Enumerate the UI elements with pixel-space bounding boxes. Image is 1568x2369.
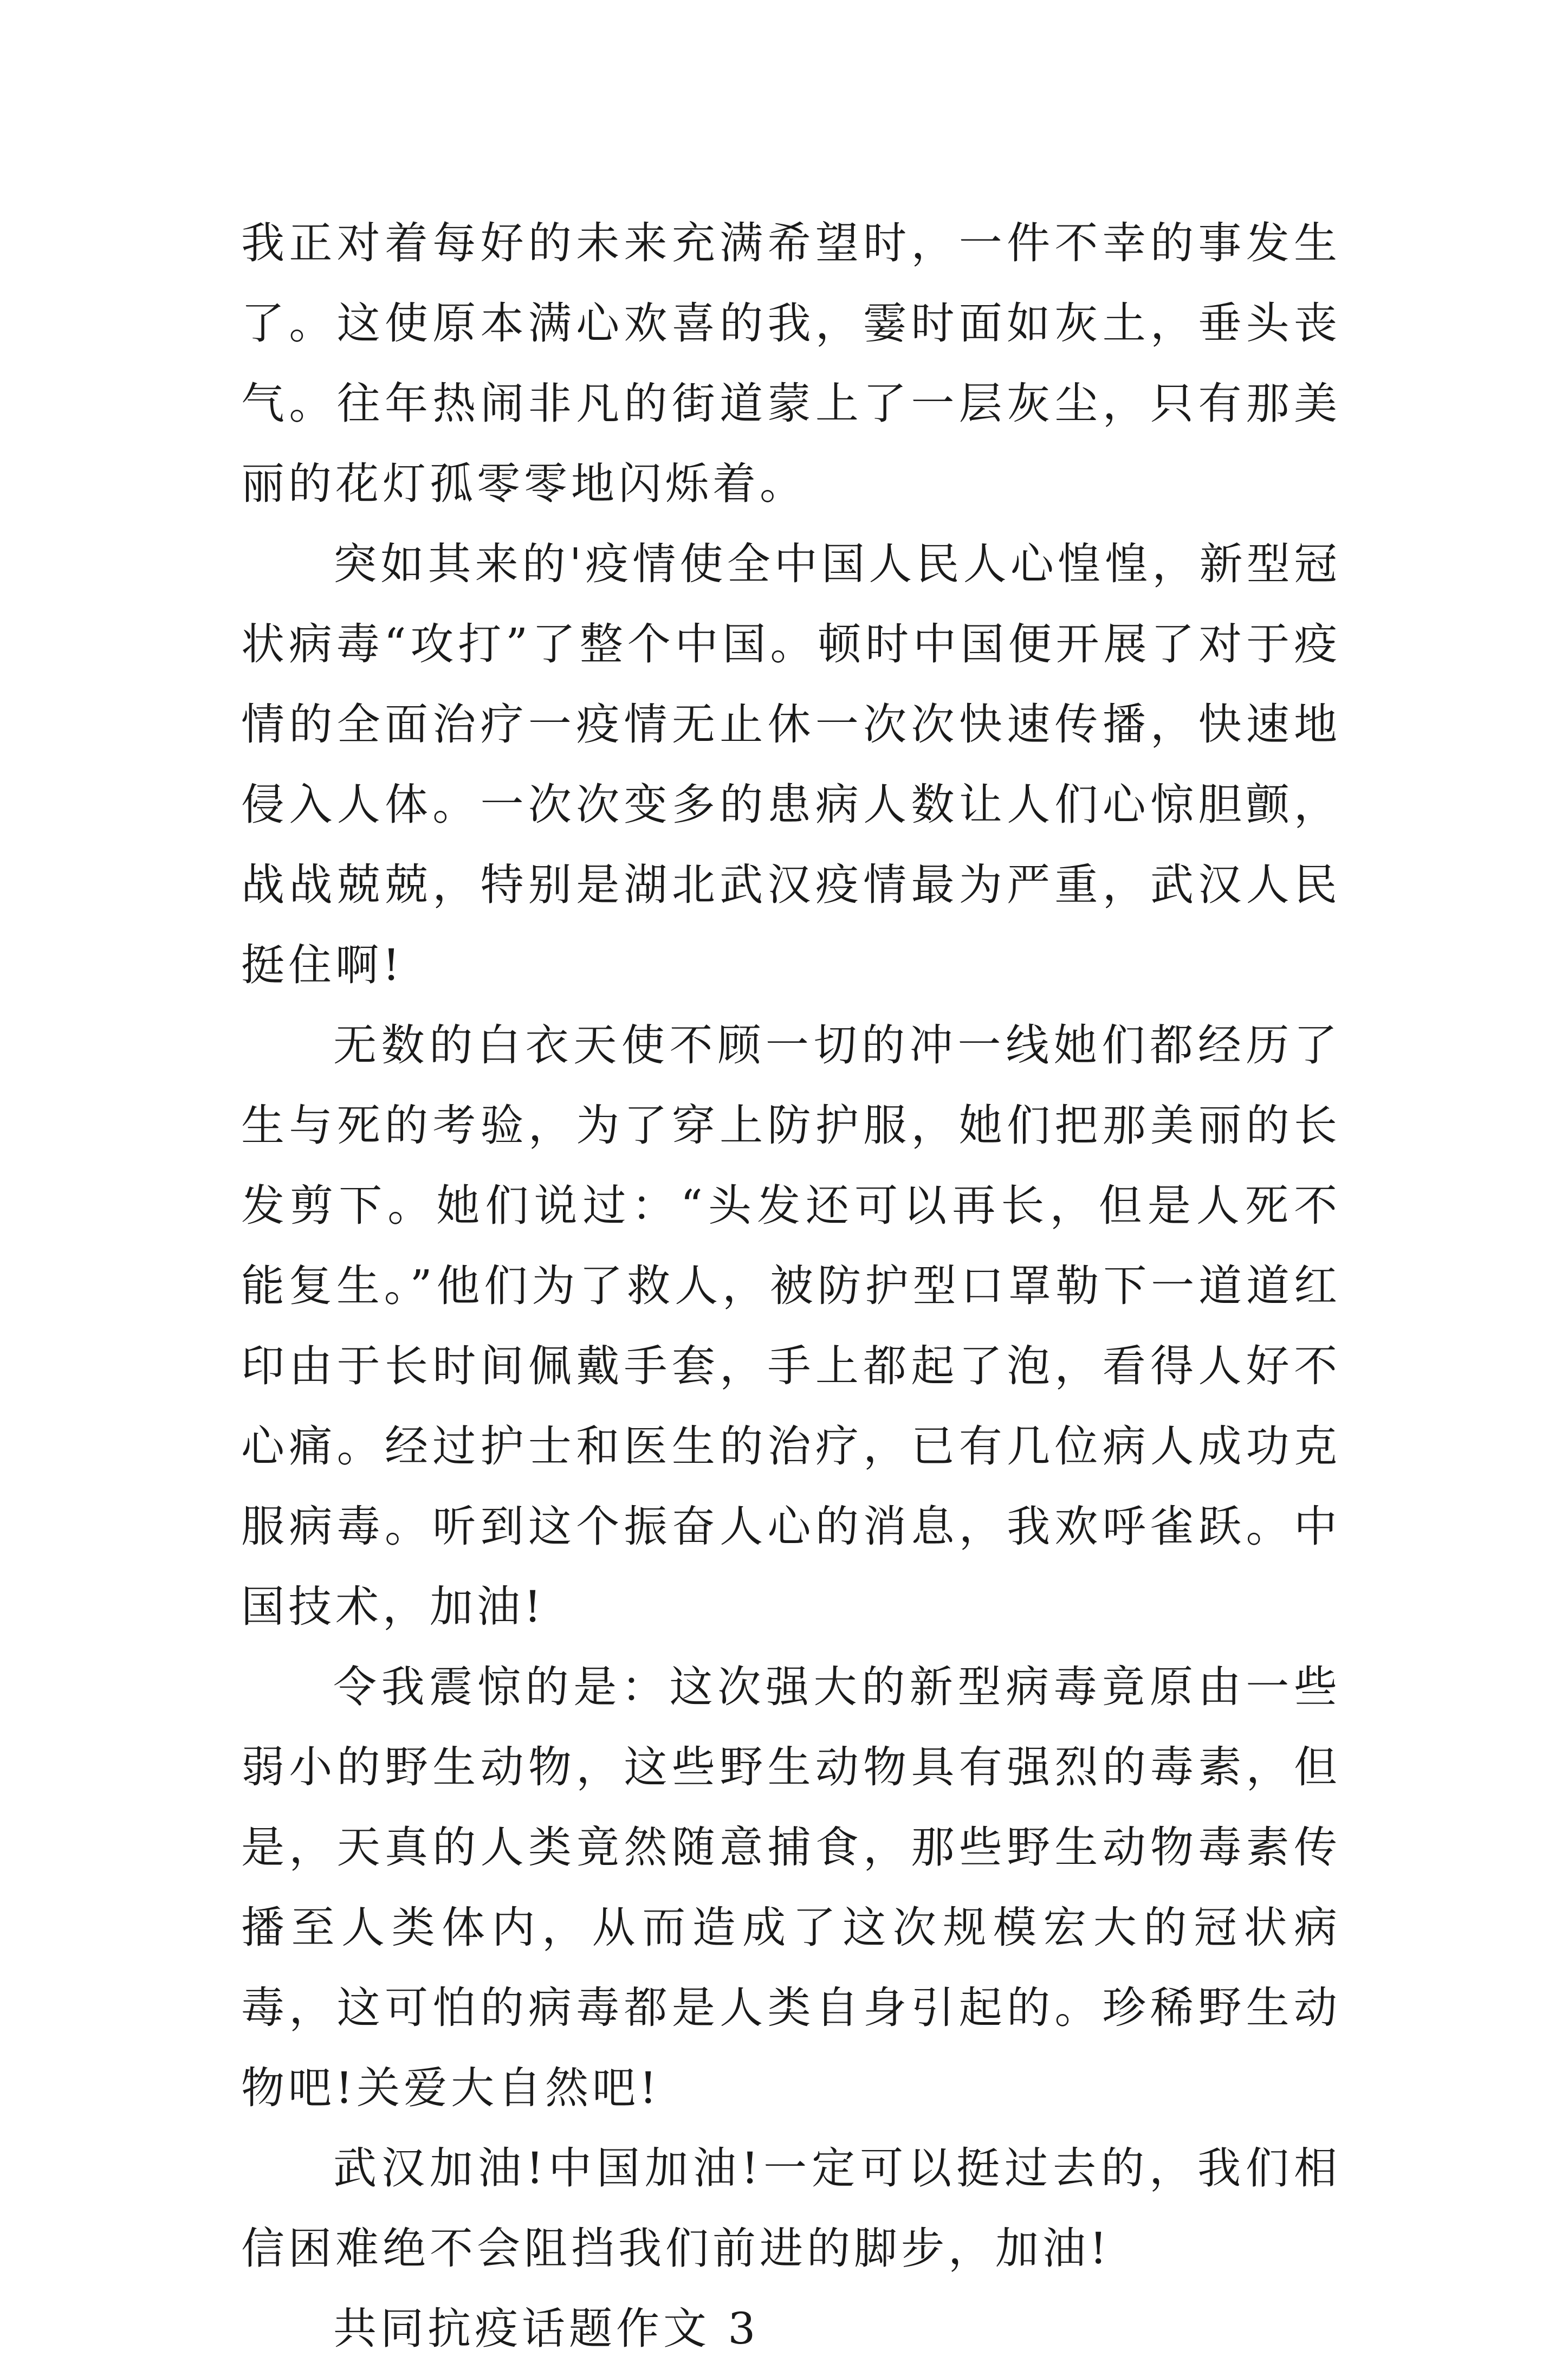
paragraph-4: 令我震惊的是：这次强大的新型病毒竟原由一些弱小的野生动物，这些野生动物具有强烈的毒素，但是，天真的人类竟然随意捕食，那些野生动物毒素传播至人类体内，从而造成了这次规模宏大的冠状病毒，这可怕的病毒都是人类自身引起的。珍稀野生动物吧!关爱大自然吧! — [241, 1662, 1341, 2113]
paragraph-5: 武汉加油!中国加油!一定可以挺过去的，我们相信困难绝不会阻挡我们前进的脚步，加油! — [241, 2143, 1341, 2274]
essay-heading: 共同抗疫话题作文 3 — [333, 2303, 760, 2354]
paragraph-3: 无数的白衣天使不顾一切的冲一线她们都经历了生与死的考验，为了穿上防护服，她们把那美丽的长发剪下。她们说过：“头发还可以再长，但是人死不能复生。”他们为了救人，被防护型口罩勒下一道道红印由于长时间佩戴手套，手上都起了泡，看得人好不心痛。经过护士和医生的治疗，已有几位病人成功克服病毒。听到这个振奋人心的消息，我欢呼雀跃。中国技术，加油! — [241, 1020, 1341, 1632]
paragraph-2: 突如其来的'疫情使全中国人民人心惶惶，新型冠状病毒“攻打”了整个中国。顿时中国便开展了对于疫情的全面治疗一疫情无止休一次次快速传播，快速地侵入人体。一次次变多的患病人数让人们心惊胆颤，战战兢兢，特别是湖北武汉疫情最为严重，武汉人民挺住啊! — [241, 539, 1341, 990]
paragraph-1: 我正对着每好的未来充满希望时，一件不幸的事发生了。这使原本满心欢喜的我，霎时面如灰土，垂头丧气。往年热闹非凡的街道蒙上了一层灰尘，只有那美丽的花灯孤零零地闪烁着。 — [241, 218, 1341, 509]
document-body — [241, 203, 1341, 2369]
